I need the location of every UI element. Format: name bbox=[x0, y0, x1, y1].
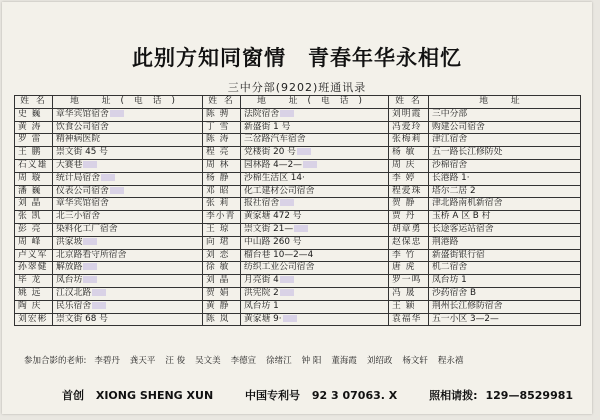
student-address: 新盛街银行宿 bbox=[432, 249, 485, 260]
student-address-cell bbox=[53, 185, 203, 198]
student-address-cell bbox=[53, 134, 203, 147]
student-address-cell bbox=[429, 134, 581, 147]
student-address: 洪宪院 2 bbox=[244, 287, 279, 298]
student-name: 毕 龙 bbox=[15, 275, 53, 288]
student-address: 民乐宿舍 bbox=[56, 300, 92, 311]
student-address: 饮食公司宿舍 bbox=[56, 121, 109, 132]
student-address: 园林路 4—2— bbox=[244, 159, 302, 170]
student-name: 王 颖 bbox=[389, 300, 429, 313]
student-address-cell bbox=[241, 313, 389, 326]
student-name: 陶 庆 bbox=[15, 300, 53, 313]
student-address-cell bbox=[429, 198, 581, 211]
student-address: 津江宿舍 bbox=[432, 134, 468, 145]
student-name: 史 巍 bbox=[15, 108, 53, 121]
student-address-cell bbox=[429, 121, 581, 134]
student-name: 张梅莉 bbox=[389, 134, 429, 147]
student-name: 刘 恋 bbox=[203, 249, 241, 262]
student-name: 周 庆 bbox=[389, 159, 429, 172]
student-address-cell bbox=[429, 275, 581, 288]
teacher-name: 钟 阳 bbox=[301, 356, 322, 366]
student-name: 陈 骋 bbox=[203, 108, 241, 121]
student-address-cell bbox=[241, 287, 389, 300]
table-header-row bbox=[15, 96, 581, 109]
student-address: 章华宾馆宿舍 bbox=[56, 198, 109, 209]
table-row bbox=[15, 172, 581, 185]
redacted-mark bbox=[83, 263, 97, 270]
redacted-mark bbox=[101, 174, 115, 181]
student-name: 刘 晶 bbox=[15, 198, 53, 211]
student-name: 周 林 bbox=[203, 159, 241, 172]
footer-brand-pinyin: XIONG SHENG XUN bbox=[95, 389, 214, 402]
header-address-2: 地 址(电话) bbox=[241, 96, 389, 109]
student-address-cell bbox=[53, 147, 203, 160]
student-address-cell bbox=[241, 236, 389, 249]
student-name: 王 琼 bbox=[203, 223, 241, 236]
student-name: 周 峰 bbox=[15, 236, 53, 249]
card-subtitle: 三中分部(9202)班通讯录 bbox=[227, 81, 367, 94]
student-address: 月亮街 4 bbox=[244, 275, 279, 286]
student-name: 邓 昭 bbox=[203, 185, 241, 198]
student-address-cell bbox=[53, 249, 203, 262]
student-address: 塔尔二居 2 bbox=[432, 185, 476, 196]
student-address: 崇文街 21— bbox=[244, 223, 294, 234]
student-address: 五一路长江修防处 bbox=[432, 147, 503, 158]
header-name-2: 姓 名 bbox=[203, 96, 241, 109]
teacher-name: 刘绍政 bbox=[366, 356, 393, 366]
teacher-name: 程永禧 bbox=[437, 356, 464, 366]
table-row bbox=[15, 313, 581, 326]
student-name: 胡章勇 bbox=[389, 223, 429, 236]
student-name: 刘 晶 bbox=[203, 275, 241, 288]
student-address-cell bbox=[53, 275, 203, 288]
teacher-name: 董海霞 bbox=[331, 356, 357, 366]
student-name: 程 亮 bbox=[203, 147, 241, 160]
student-name: 丁 雪 bbox=[203, 121, 241, 134]
student-name: 程爱珠 bbox=[389, 185, 429, 198]
student-address: 纺织工业公司宿舍 bbox=[244, 262, 315, 273]
student-address: 机二宿舍 bbox=[432, 262, 468, 273]
student-address: 凤台坊 bbox=[56, 275, 83, 286]
student-address: 三岔路汽车宿舍 bbox=[244, 134, 306, 145]
student-name: 李 婷 bbox=[389, 172, 429, 185]
teacher-name: 李德宣 bbox=[230, 356, 257, 366]
student-address: 章华宾馆宿舍 bbox=[56, 108, 109, 119]
student-address-cell bbox=[241, 172, 389, 185]
student-address-cell bbox=[429, 300, 581, 313]
student-address-cell bbox=[53, 198, 203, 211]
table-row bbox=[15, 185, 581, 198]
student-name: 罗 雷 bbox=[15, 134, 53, 147]
student-name: 杨 静 bbox=[203, 172, 241, 185]
teachers-list bbox=[24, 354, 584, 366]
student-name: 向 珺 bbox=[203, 236, 241, 249]
footer-phone-number: 129—8529981 bbox=[485, 389, 574, 402]
student-address-cell bbox=[241, 159, 389, 172]
student-address: 化工建材公司宿舍 bbox=[244, 185, 315, 196]
student-address: 统计局宿舍 bbox=[56, 172, 100, 183]
footer-patent-number: 92 3 07063. X bbox=[311, 389, 398, 402]
student-address-cell bbox=[429, 262, 581, 275]
table-row bbox=[15, 211, 581, 224]
title-left: 此别方知同窗情 bbox=[132, 45, 286, 70]
student-name: 袁福华 bbox=[389, 313, 429, 326]
student-address: 凤台坊 1 bbox=[244, 300, 279, 311]
teachers-label: 参加合影的老师: bbox=[24, 356, 87, 366]
header-name-3: 姓 名 bbox=[389, 96, 429, 109]
student-name: 冯 晟 bbox=[389, 287, 429, 300]
redacted-mark bbox=[280, 276, 294, 283]
teacher-name: 吴文美 bbox=[195, 356, 221, 366]
address-table bbox=[14, 95, 581, 326]
student-address: 洪家坡 bbox=[56, 236, 83, 247]
header-name: 姓 名 bbox=[15, 96, 53, 109]
table-row bbox=[15, 159, 581, 172]
header-address: 地 址(电话) bbox=[53, 96, 203, 109]
student-address-cell bbox=[241, 223, 389, 236]
student-address: 北三小宿舍 bbox=[56, 211, 100, 222]
student-address: 榴台巷 10—2—4 bbox=[244, 249, 314, 260]
student-name: 卢义军 bbox=[15, 249, 53, 262]
table-row bbox=[15, 134, 581, 147]
student-address: 购建公司宿舍 bbox=[432, 121, 485, 132]
student-address-cell bbox=[53, 108, 203, 121]
student-name: 刘明霞 bbox=[389, 108, 429, 121]
student-name: 黄 涛 bbox=[15, 121, 53, 134]
student-address: 新盛街 1 号 bbox=[244, 121, 291, 132]
redacted-mark bbox=[303, 161, 317, 168]
redacted-mark bbox=[283, 315, 297, 322]
student-address-cell bbox=[53, 172, 203, 185]
redacted-mark bbox=[280, 199, 294, 206]
student-name: 李小青 bbox=[203, 211, 241, 224]
student-name: 罗一鸣 bbox=[389, 275, 429, 288]
student-address-cell bbox=[241, 275, 389, 288]
student-address: 仪表公司宿舍 bbox=[56, 185, 109, 196]
student-address-cell bbox=[53, 223, 203, 236]
student-address-cell bbox=[429, 147, 581, 160]
student-address: 大赛巷 bbox=[56, 159, 83, 170]
student-address-cell bbox=[241, 249, 389, 262]
student-address-cell bbox=[241, 185, 389, 198]
student-name: 陈 涛 bbox=[203, 134, 241, 147]
student-name: 孙翠健 bbox=[15, 262, 53, 275]
student-address-cell bbox=[53, 159, 203, 172]
student-address: 崇文街 68 号 bbox=[56, 313, 108, 324]
student-name: 张 莉 bbox=[203, 198, 241, 211]
card-title bbox=[2, 42, 592, 72]
student-address-cell bbox=[53, 262, 203, 275]
student-name: 姚 远 bbox=[15, 287, 53, 300]
footer bbox=[62, 387, 592, 403]
student-name: 张 凯 bbox=[15, 211, 53, 224]
table-row bbox=[15, 249, 581, 262]
student-address: 法院宿舍 bbox=[244, 108, 280, 119]
teacher-name: 杨文轩 bbox=[402, 356, 428, 366]
student-address-cell bbox=[429, 159, 581, 172]
table-row bbox=[15, 262, 581, 275]
student-address-cell bbox=[429, 287, 581, 300]
table-row bbox=[15, 275, 581, 288]
student-name: 陈 岚 bbox=[203, 313, 241, 326]
student-name: 贾 丹 bbox=[389, 211, 429, 224]
student-address: 玉桥 A 区 B 村 bbox=[432, 211, 491, 222]
student-name: 冯爱玲 bbox=[389, 121, 429, 134]
student-name: 潘 巍 bbox=[15, 185, 53, 198]
student-name: 赵保忠 bbox=[389, 236, 429, 249]
student-address-cell bbox=[241, 300, 389, 313]
student-address-cell bbox=[429, 211, 581, 224]
student-address-cell bbox=[429, 108, 581, 121]
table-row bbox=[15, 108, 581, 121]
table-row bbox=[15, 300, 581, 313]
redacted-mark bbox=[280, 289, 294, 296]
student-name: 彭 亮 bbox=[15, 223, 53, 236]
student-address-cell bbox=[429, 249, 581, 262]
student-address: 沙棉宿舍 bbox=[432, 159, 468, 170]
student-name: 周 璇 bbox=[15, 172, 53, 185]
teacher-name: 李碧丹 bbox=[94, 356, 120, 366]
redacted-mark bbox=[294, 225, 308, 232]
student-address-cell bbox=[53, 211, 203, 224]
student-name: 唐 虎 bbox=[389, 262, 429, 275]
student-address: 凤台坊 1 bbox=[432, 275, 467, 286]
student-address: 中山路 260 号 bbox=[244, 236, 302, 247]
student-address: 沙药宿舍 B bbox=[432, 287, 477, 298]
teacher-name: 龚天平 bbox=[129, 356, 156, 366]
student-address-cell bbox=[53, 313, 203, 326]
student-name: 王 鹏 bbox=[15, 147, 53, 160]
student-address: 三中分部 bbox=[432, 108, 468, 119]
table-row bbox=[15, 147, 581, 160]
redacted-mark bbox=[92, 302, 106, 309]
student-name: 贺 娟 bbox=[203, 287, 241, 300]
footer-brand: 首创 bbox=[62, 389, 84, 402]
student-address-cell bbox=[429, 223, 581, 236]
student-address: 荆州长江修防宿舍 bbox=[432, 300, 503, 311]
redacted-mark bbox=[92, 289, 106, 296]
student-address-cell bbox=[53, 121, 203, 134]
student-address: 崇文街 45 号 bbox=[56, 147, 108, 158]
student-name: 杨 敏 bbox=[389, 147, 429, 160]
student-address-cell bbox=[53, 236, 203, 249]
table-row bbox=[15, 223, 581, 236]
table-row bbox=[15, 236, 581, 249]
address-card bbox=[2, 2, 592, 414]
redacted-mark bbox=[297, 148, 311, 155]
table-row bbox=[15, 121, 581, 134]
redacted-mark bbox=[110, 110, 124, 117]
student-address-cell bbox=[241, 134, 389, 147]
student-address-cell bbox=[241, 147, 389, 160]
teacher-name: 汪 俊 bbox=[165, 356, 186, 366]
student-name: 黄 静 bbox=[203, 300, 241, 313]
student-address: 报社宿舍 bbox=[244, 198, 280, 209]
student-address-cell bbox=[429, 172, 581, 185]
teacher-name: 徐绪江 bbox=[266, 356, 292, 366]
footer-phone-label: 照相请拨: bbox=[429, 389, 478, 402]
table-row bbox=[15, 198, 581, 211]
student-address-cell bbox=[241, 121, 389, 134]
student-address: 津北路南机新宿舍 bbox=[432, 198, 503, 209]
student-address-cell bbox=[241, 108, 389, 121]
student-name: 贺 静 bbox=[389, 198, 429, 211]
student-address-cell bbox=[429, 236, 581, 249]
student-address: 沙棉生活区 14· bbox=[244, 172, 305, 183]
student-name: 徐 敏 bbox=[203, 262, 241, 275]
student-address: 荆港路 bbox=[432, 236, 459, 247]
student-address: 染料化工厂宿舍 bbox=[56, 223, 118, 234]
header-address-3: 地 址 bbox=[429, 96, 581, 109]
title-right: 青春年华永相忆 bbox=[308, 45, 462, 70]
footer-patent-label: 中国专利号 bbox=[245, 389, 301, 402]
student-address-cell bbox=[429, 185, 581, 198]
student-name: 李 竹 bbox=[389, 249, 429, 262]
redacted-mark bbox=[280, 110, 294, 117]
student-address: 五一小区 3—2— bbox=[432, 313, 499, 324]
redacted-mark bbox=[110, 187, 124, 194]
redacted-mark bbox=[83, 161, 97, 168]
student-address: 长途客运站宿舍 bbox=[432, 223, 494, 234]
student-name: 石义雄 bbox=[15, 159, 53, 172]
student-address: 江汉北路 bbox=[56, 287, 92, 298]
student-address: 精神病医院 bbox=[56, 134, 100, 145]
student-address: 党楼街 20 号 bbox=[244, 147, 296, 158]
student-address-cell bbox=[53, 287, 203, 300]
redacted-mark bbox=[83, 276, 97, 283]
student-address-cell bbox=[241, 211, 389, 224]
redacted-mark bbox=[83, 238, 97, 245]
student-address: 黄家塘 9· bbox=[244, 313, 282, 324]
student-address-cell bbox=[241, 262, 389, 275]
student-address-cell bbox=[429, 313, 581, 326]
student-address: 长港路 1· bbox=[432, 172, 470, 183]
student-address: 黄家塘 472 号 bbox=[244, 211, 302, 222]
student-address: 解放路 bbox=[56, 262, 83, 273]
student-address-cell bbox=[53, 300, 203, 313]
student-name: 刘宏彬 bbox=[15, 313, 53, 326]
student-address-cell bbox=[241, 198, 389, 211]
student-address: 北京路看守所宿舍 bbox=[56, 249, 127, 260]
table-row bbox=[15, 287, 581, 300]
